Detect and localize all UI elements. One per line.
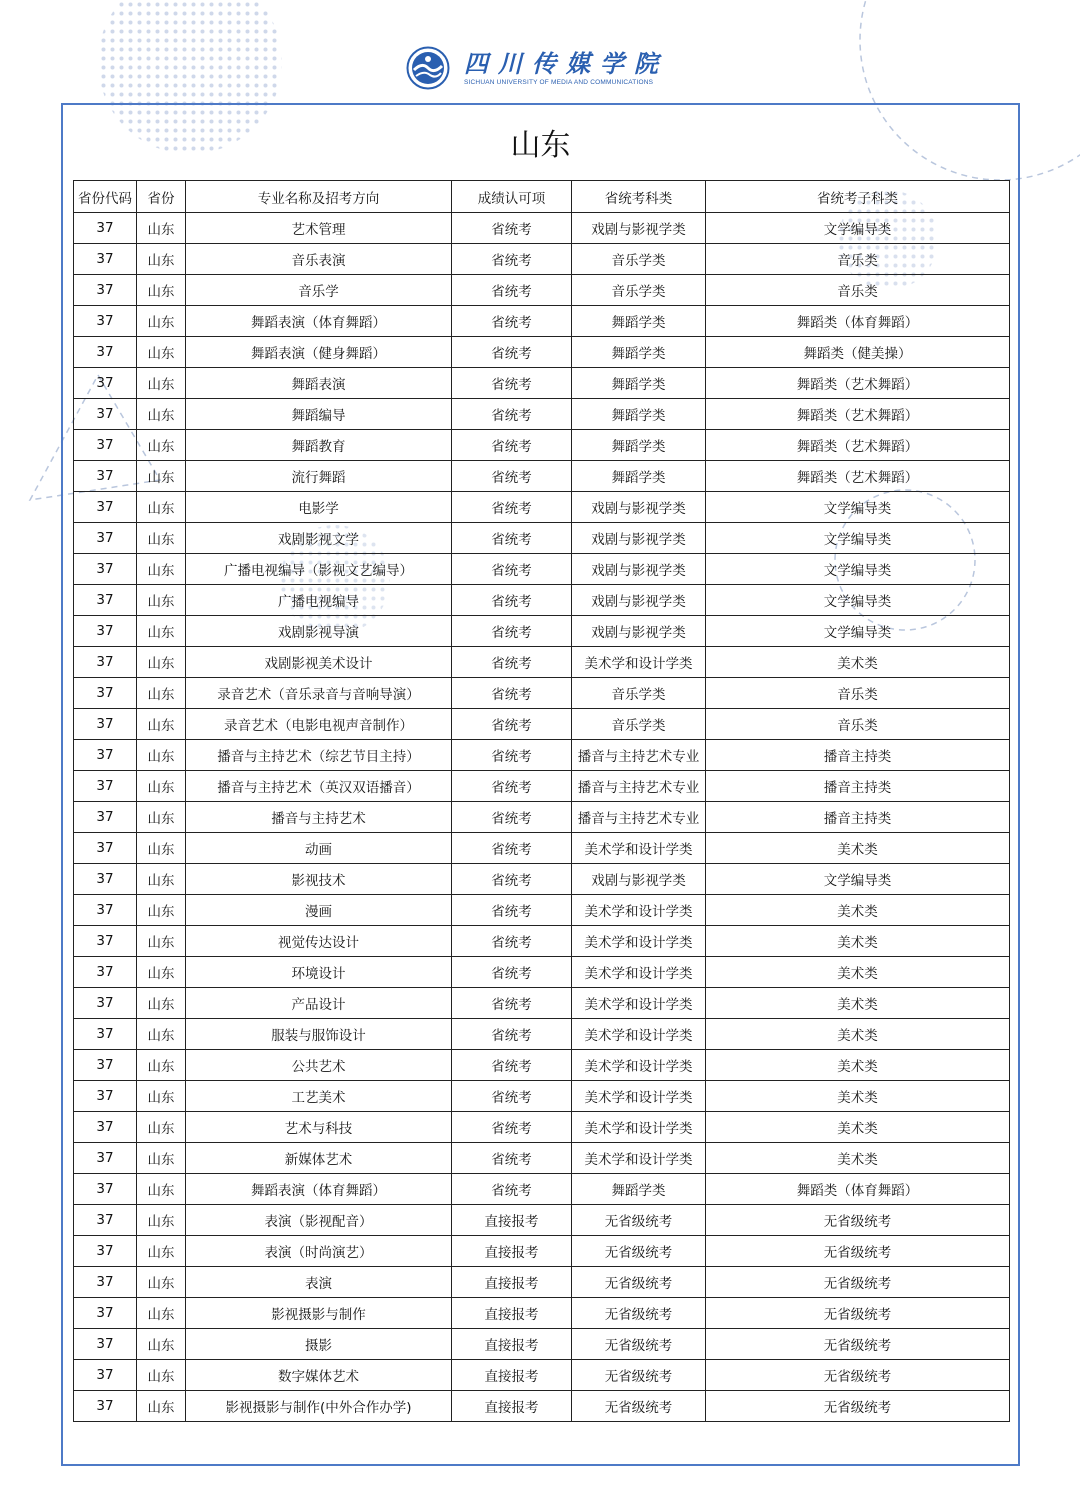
table-row — [74, 988, 1010, 1019]
exam-category-cell: 戏剧与影视学类 — [572, 213, 706, 244]
province-code-cell: 37 — [74, 802, 137, 833]
province-code-cell: 37 — [74, 1298, 137, 1329]
province-code-cell: 37 — [74, 554, 137, 585]
table-row — [74, 461, 1010, 492]
province-code-cell: 37 — [74, 895, 137, 926]
major-cell: 产品设计 — [186, 988, 452, 1019]
exam-category-cell: 音乐学类 — [572, 244, 706, 275]
province-code-cell: 37 — [74, 1019, 137, 1050]
score-recognition-cell: 省统考 — [452, 647, 572, 678]
province-cell: 山东 — [137, 1329, 186, 1360]
province-cell: 山东 — [137, 1019, 186, 1050]
province-code-cell: 37 — [74, 647, 137, 678]
province-code-cell: 37 — [74, 678, 137, 709]
score-recognition-cell: 省统考 — [452, 740, 572, 771]
major-cell: 影视摄影与制作 — [186, 1298, 452, 1329]
table-row — [74, 244, 1010, 275]
province-code-cell: 37 — [74, 399, 137, 430]
exam-category-cell: 音乐学类 — [572, 275, 706, 306]
exam-subcategory-cell: 无省级统考 — [706, 1329, 1010, 1360]
exam-category-cell: 舞蹈学类 — [572, 1174, 706, 1205]
province-code-cell: 37 — [74, 337, 137, 368]
province-cell: 山东 — [137, 368, 186, 399]
table-row — [74, 833, 1010, 864]
exam-category-cell: 美术学和设计学类 — [572, 1050, 706, 1081]
province-cell: 山东 — [137, 895, 186, 926]
exam-category-cell: 播音与主持艺术专业 — [572, 771, 706, 802]
province-cell: 山东 — [137, 926, 186, 957]
exam-category-cell: 无省级统考 — [572, 1360, 706, 1391]
province-code-cell: 37 — [74, 957, 137, 988]
major-cell: 新媒体艺术 — [186, 1143, 452, 1174]
exam-subcategory-cell: 无省级统考 — [706, 1267, 1010, 1298]
exam-category-cell: 美术学和设计学类 — [572, 926, 706, 957]
exam-subcategory-cell: 无省级统考 — [706, 1360, 1010, 1391]
score-recognition-cell: 省统考 — [452, 1081, 572, 1112]
table-row — [74, 926, 1010, 957]
major-cell: 戏剧影视美术设计 — [186, 647, 452, 678]
province-cell: 山东 — [137, 833, 186, 864]
exam-subcategory-cell: 文学编导类 — [706, 616, 1010, 647]
province-code-cell: 37 — [74, 771, 137, 802]
exam-category-cell: 美术学和设计学类 — [572, 833, 706, 864]
province-cell: 山东 — [137, 1236, 186, 1267]
exam-subcategory-cell: 文学编导类 — [706, 492, 1010, 523]
province-cell: 山东 — [137, 709, 186, 740]
major-cell: 播音与主持艺术（综艺节目主持） — [186, 740, 452, 771]
province-cell: 山东 — [137, 740, 186, 771]
table-row — [74, 1112, 1010, 1143]
score-recognition-cell: 省统考 — [452, 585, 572, 616]
major-cell: 漫画 — [186, 895, 452, 926]
major-cell: 戏剧影视导演 — [186, 616, 452, 647]
major-cell: 表演（时尚演艺） — [186, 1236, 452, 1267]
table-row — [74, 275, 1010, 306]
table-row — [74, 337, 1010, 368]
province-cell: 山东 — [137, 430, 186, 461]
province-cell: 山东 — [137, 213, 186, 244]
province-code-cell: 37 — [74, 461, 137, 492]
province-cell: 山东 — [137, 1391, 186, 1422]
table-row — [74, 399, 1010, 430]
table-body — [74, 213, 1010, 1422]
table-row — [74, 1329, 1010, 1360]
major-cell: 戏剧影视文学 — [186, 523, 452, 554]
major-cell: 服装与服饰设计 — [186, 1019, 452, 1050]
province-code-cell: 37 — [74, 1205, 137, 1236]
exam-subcategory-cell: 文学编导类 — [706, 213, 1010, 244]
exam-category-cell: 无省级统考 — [572, 1205, 706, 1236]
exam-subcategory-cell: 美术类 — [706, 1081, 1010, 1112]
score-recognition-cell: 省统考 — [452, 275, 572, 306]
major-cell: 工艺美术 — [186, 1081, 452, 1112]
exam-subcategory-cell: 舞蹈类（艺术舞蹈） — [706, 399, 1010, 430]
major-cell: 播音与主持艺术 — [186, 802, 452, 833]
exam-category-cell: 美术学和设计学类 — [572, 895, 706, 926]
province-code-cell: 37 — [74, 1112, 137, 1143]
exam-category-cell: 音乐学类 — [572, 709, 706, 740]
province-code-cell: 37 — [74, 306, 137, 337]
major-cell: 视觉传达设计 — [186, 926, 452, 957]
province-cell: 山东 — [137, 678, 186, 709]
major-cell: 影视技术 — [186, 864, 452, 895]
major-cell: 录音艺术（电影电视声音制作） — [186, 709, 452, 740]
score-recognition-cell: 省统考 — [452, 678, 572, 709]
province-code-cell: 37 — [74, 430, 137, 461]
table-row — [74, 1298, 1010, 1329]
exam-category-cell: 播音与主持艺术专业 — [572, 740, 706, 771]
major-cell: 电影学 — [186, 492, 452, 523]
exam-subcategory-cell: 美术类 — [706, 895, 1010, 926]
province-cell: 山东 — [137, 957, 186, 988]
exam-category-cell: 美术学和设计学类 — [572, 988, 706, 1019]
exam-category-cell: 戏剧与影视学类 — [572, 554, 706, 585]
score-recognition-cell: 省统考 — [452, 1050, 572, 1081]
exam-category-cell: 舞蹈学类 — [572, 461, 706, 492]
exam-category-cell: 美术学和设计学类 — [572, 1143, 706, 1174]
header-exam-subcategory: 省统考子科类 — [706, 181, 1010, 213]
exam-category-cell: 无省级统考 — [572, 1236, 706, 1267]
exam-category-cell: 音乐学类 — [572, 678, 706, 709]
exam-category-cell: 美术学和设计学类 — [572, 647, 706, 678]
province-cell: 山东 — [137, 1050, 186, 1081]
exam-subcategory-cell: 舞蹈类（体育舞蹈） — [706, 1174, 1010, 1205]
table-row — [74, 585, 1010, 616]
score-recognition-cell: 直接报考 — [452, 1391, 572, 1422]
province-cell: 山东 — [137, 864, 186, 895]
header-province-code: 省份代码 — [74, 181, 137, 213]
province-cell: 山东 — [137, 802, 186, 833]
table-row — [74, 1050, 1010, 1081]
table-row — [74, 1391, 1010, 1422]
table-row — [74, 213, 1010, 244]
score-recognition-cell: 省统考 — [452, 244, 572, 275]
major-cell: 数字媒体艺术 — [186, 1360, 452, 1391]
exam-subcategory-cell: 音乐类 — [706, 244, 1010, 275]
table-row — [74, 554, 1010, 585]
table-row — [74, 1205, 1010, 1236]
province-cell: 山东 — [137, 1267, 186, 1298]
exam-category-cell: 播音与主持艺术专业 — [572, 802, 706, 833]
province-code-cell: 37 — [74, 1081, 137, 1112]
exam-subcategory-cell: 音乐类 — [706, 709, 1010, 740]
exam-subcategory-cell: 舞蹈类（健美操） — [706, 337, 1010, 368]
table-row — [74, 895, 1010, 926]
score-recognition-cell: 省统考 — [452, 926, 572, 957]
score-recognition-cell: 省统考 — [452, 213, 572, 244]
major-cell: 流行舞蹈 — [186, 461, 452, 492]
table-row — [74, 1081, 1010, 1112]
exam-subcategory-cell: 无省级统考 — [706, 1236, 1010, 1267]
major-cell: 舞蹈教育 — [186, 430, 452, 461]
score-recognition-cell: 省统考 — [452, 523, 572, 554]
table-row — [74, 709, 1010, 740]
exam-subcategory-cell: 文学编导类 — [706, 523, 1010, 554]
exam-subcategory-cell: 舞蹈类（艺术舞蹈） — [706, 368, 1010, 399]
exam-subcategory-cell: 文学编导类 — [706, 864, 1010, 895]
exam-subcategory-cell: 音乐类 — [706, 678, 1010, 709]
province-cell: 山东 — [137, 1143, 186, 1174]
province-cell: 山东 — [137, 585, 186, 616]
score-recognition-cell: 直接报考 — [452, 1360, 572, 1391]
exam-subcategory-cell: 播音主持类 — [706, 740, 1010, 771]
score-recognition-cell: 省统考 — [452, 1174, 572, 1205]
table-row — [74, 957, 1010, 988]
exam-subcategory-cell: 舞蹈类（艺术舞蹈） — [706, 430, 1010, 461]
table-row — [74, 368, 1010, 399]
major-cell: 舞蹈表演（体育舞蹈） — [186, 306, 452, 337]
score-recognition-cell: 省统考 — [452, 709, 572, 740]
major-cell: 录音艺术（音乐录音与音响导演） — [186, 678, 452, 709]
score-recognition-cell: 省统考 — [452, 864, 572, 895]
score-recognition-cell: 直接报考 — [452, 1236, 572, 1267]
table-row — [74, 616, 1010, 647]
province-code-cell: 37 — [74, 1050, 137, 1081]
exam-subcategory-cell: 美术类 — [706, 957, 1010, 988]
major-cell: 舞蹈表演（体育舞蹈） — [186, 1174, 452, 1205]
score-recognition-cell: 直接报考 — [452, 1298, 572, 1329]
exam-category-cell: 无省级统考 — [572, 1329, 706, 1360]
exam-category-cell: 戏剧与影视学类 — [572, 523, 706, 554]
exam-category-cell: 舞蹈学类 — [572, 430, 706, 461]
exam-subcategory-cell: 文学编导类 — [706, 585, 1010, 616]
province-code-cell: 37 — [74, 1329, 137, 1360]
exam-subcategory-cell: 美术类 — [706, 1143, 1010, 1174]
table-row — [74, 306, 1010, 337]
province-code-cell: 37 — [74, 1143, 137, 1174]
exam-subcategory-cell: 美术类 — [706, 988, 1010, 1019]
exam-subcategory-cell: 美术类 — [706, 1050, 1010, 1081]
university-name-en: SICHUAN UNIVERSITY OF MEDIA AND COMMUNICATIONS — [464, 78, 654, 86]
header-score-recognition: 成绩认可项 — [452, 181, 572, 213]
major-cell: 艺术管理 — [186, 213, 452, 244]
major-cell: 音乐学 — [186, 275, 452, 306]
score-recognition-cell: 省统考 — [452, 833, 572, 864]
province-cell: 山东 — [137, 399, 186, 430]
score-recognition-cell: 省统考 — [452, 337, 572, 368]
exam-subcategory-cell: 无省级统考 — [706, 1391, 1010, 1422]
exam-category-cell: 无省级统考 — [572, 1298, 706, 1329]
major-cell: 舞蹈表演（健身舞蹈） — [186, 337, 452, 368]
province-code-cell: 37 — [74, 244, 137, 275]
score-recognition-cell: 省统考 — [452, 802, 572, 833]
province-cell: 山东 — [137, 554, 186, 585]
province-code-cell: 37 — [74, 585, 137, 616]
score-recognition-cell: 直接报考 — [452, 1205, 572, 1236]
university-name-cn: 四川传媒学院 — [464, 48, 668, 78]
major-cell: 公共艺术 — [186, 1050, 452, 1081]
table-row — [74, 647, 1010, 678]
score-recognition-cell: 省统考 — [452, 461, 572, 492]
score-recognition-cell: 省统考 — [452, 771, 572, 802]
province-cell: 山东 — [137, 337, 186, 368]
province-code-cell: 37 — [74, 709, 137, 740]
header-major: 专业名称及招考方向 — [186, 181, 452, 213]
province-code-cell: 37 — [74, 368, 137, 399]
exam-category-cell: 无省级统考 — [572, 1267, 706, 1298]
province-code-cell: 37 — [74, 833, 137, 864]
table-row — [74, 771, 1010, 802]
exam-category-cell: 戏剧与影视学类 — [572, 864, 706, 895]
province-cell: 山东 — [137, 616, 186, 647]
exam-subcategory-cell: 美术类 — [706, 833, 1010, 864]
province-code-cell: 37 — [74, 1236, 137, 1267]
score-recognition-cell: 省统考 — [452, 368, 572, 399]
province-cell: 山东 — [137, 1298, 186, 1329]
table-row — [74, 492, 1010, 523]
score-recognition-cell: 直接报考 — [452, 1329, 572, 1360]
table-header-row — [74, 181, 1010, 213]
exam-category-cell: 舞蹈学类 — [572, 368, 706, 399]
table-row — [74, 523, 1010, 554]
province-code-cell: 37 — [74, 988, 137, 1019]
header-province: 省份 — [137, 181, 186, 213]
score-recognition-cell: 省统考 — [452, 554, 572, 585]
major-cell: 播音与主持艺术（英汉双语播音） — [186, 771, 452, 802]
score-recognition-cell: 省统考 — [452, 399, 572, 430]
major-cell: 摄影 — [186, 1329, 452, 1360]
header-exam-category: 省统考科类 — [572, 181, 706, 213]
province-cell: 山东 — [137, 647, 186, 678]
province-cell: 山东 — [137, 523, 186, 554]
exam-category-cell: 美术学和设计学类 — [572, 1081, 706, 1112]
score-recognition-cell: 省统考 — [452, 616, 572, 647]
exam-category-cell: 戏剧与影视学类 — [572, 616, 706, 647]
exam-category-cell: 舞蹈学类 — [572, 399, 706, 430]
province-cell: 山东 — [137, 988, 186, 1019]
exam-subcategory-cell: 无省级统考 — [706, 1205, 1010, 1236]
province-code-cell: 37 — [74, 616, 137, 647]
exam-subcategory-cell: 播音主持类 — [706, 771, 1010, 802]
province-cell: 山东 — [137, 771, 186, 802]
exam-subcategory-cell: 文学编导类 — [706, 554, 1010, 585]
table-row — [74, 1267, 1010, 1298]
province-cell: 山东 — [137, 1112, 186, 1143]
exam-category-cell: 舞蹈学类 — [572, 306, 706, 337]
major-cell: 动画 — [186, 833, 452, 864]
province-code-cell: 37 — [74, 213, 137, 244]
score-recognition-cell: 省统考 — [452, 1143, 572, 1174]
exam-subcategory-cell: 播音主持类 — [706, 802, 1010, 833]
exam-category-cell: 美术学和设计学类 — [572, 1112, 706, 1143]
score-recognition-cell: 省统考 — [452, 895, 572, 926]
score-recognition-cell: 省统考 — [452, 1019, 572, 1050]
province-code-cell: 37 — [74, 1391, 137, 1422]
table-row — [74, 1019, 1010, 1050]
province-code-cell: 37 — [74, 1267, 137, 1298]
exam-category-cell: 无省级统考 — [572, 1391, 706, 1422]
table-row — [74, 678, 1010, 709]
province-cell: 山东 — [137, 1360, 186, 1391]
exam-category-cell: 舞蹈学类 — [572, 337, 706, 368]
major-cell: 音乐表演 — [186, 244, 452, 275]
major-cell: 艺术与科技 — [186, 1112, 452, 1143]
province-cell: 山东 — [137, 244, 186, 275]
province-cell: 山东 — [137, 306, 186, 337]
table-row — [74, 864, 1010, 895]
province-code-cell: 37 — [74, 864, 137, 895]
province-code-cell: 37 — [74, 275, 137, 306]
major-cell: 环境设计 — [186, 957, 452, 988]
score-recognition-cell: 省统考 — [452, 430, 572, 461]
admission-table — [73, 180, 1010, 1422]
exam-subcategory-cell: 美术类 — [706, 1019, 1010, 1050]
exam-subcategory-cell: 美术类 — [706, 1112, 1010, 1143]
table-row — [74, 802, 1010, 833]
major-cell: 舞蹈编导 — [186, 399, 452, 430]
score-recognition-cell: 直接报考 — [452, 1267, 572, 1298]
exam-subcategory-cell: 舞蹈类（艺术舞蹈） — [706, 461, 1010, 492]
major-cell: 表演（影视配音） — [186, 1205, 452, 1236]
table-row — [74, 740, 1010, 771]
province-code-cell: 37 — [74, 523, 137, 554]
province-code-cell: 37 — [74, 492, 137, 523]
exam-category-cell: 戏剧与影视学类 — [572, 492, 706, 523]
score-recognition-cell: 省统考 — [452, 988, 572, 1019]
score-recognition-cell: 省统考 — [452, 492, 572, 523]
score-recognition-cell: 省统考 — [452, 957, 572, 988]
score-recognition-cell: 省统考 — [452, 1112, 572, 1143]
table-row — [74, 1360, 1010, 1391]
major-cell: 广播电视编导（影视文艺编导） — [186, 554, 452, 585]
table-row — [74, 1174, 1010, 1205]
exam-subcategory-cell: 无省级统考 — [706, 1298, 1010, 1329]
province-cell: 山东 — [137, 1174, 186, 1205]
major-cell: 影视摄影与制作(中外合作办学) — [186, 1391, 452, 1422]
table-row — [74, 1236, 1010, 1267]
major-cell: 广播电视编导 — [186, 585, 452, 616]
exam-category-cell: 美术学和设计学类 — [572, 1019, 706, 1050]
major-cell: 舞蹈表演 — [186, 368, 452, 399]
university-logo — [406, 44, 668, 92]
province-cell: 山东 — [137, 461, 186, 492]
province-code-cell: 37 — [74, 1360, 137, 1391]
exam-subcategory-cell: 美术类 — [706, 647, 1010, 678]
exam-category-cell: 戏剧与影视学类 — [572, 585, 706, 616]
table-row — [74, 430, 1010, 461]
province-code-cell: 37 — [74, 740, 137, 771]
province-cell: 山东 — [137, 275, 186, 306]
major-cell: 表演 — [186, 1267, 452, 1298]
province-cell: 山东 — [137, 1081, 186, 1112]
exam-subcategory-cell: 美术类 — [706, 926, 1010, 957]
university-emblem-icon — [406, 46, 450, 90]
exam-category-cell: 美术学和设计学类 — [572, 957, 706, 988]
score-recognition-cell: 省统考 — [452, 306, 572, 337]
province-cell: 山东 — [137, 492, 186, 523]
exam-subcategory-cell: 音乐类 — [706, 275, 1010, 306]
page-title: 山东 — [510, 128, 571, 163]
exam-subcategory-cell: 舞蹈类（体育舞蹈） — [706, 306, 1010, 337]
table-row — [74, 1143, 1010, 1174]
province-code-cell: 37 — [74, 1174, 137, 1205]
province-cell: 山东 — [137, 1205, 186, 1236]
province-code-cell: 37 — [74, 926, 137, 957]
